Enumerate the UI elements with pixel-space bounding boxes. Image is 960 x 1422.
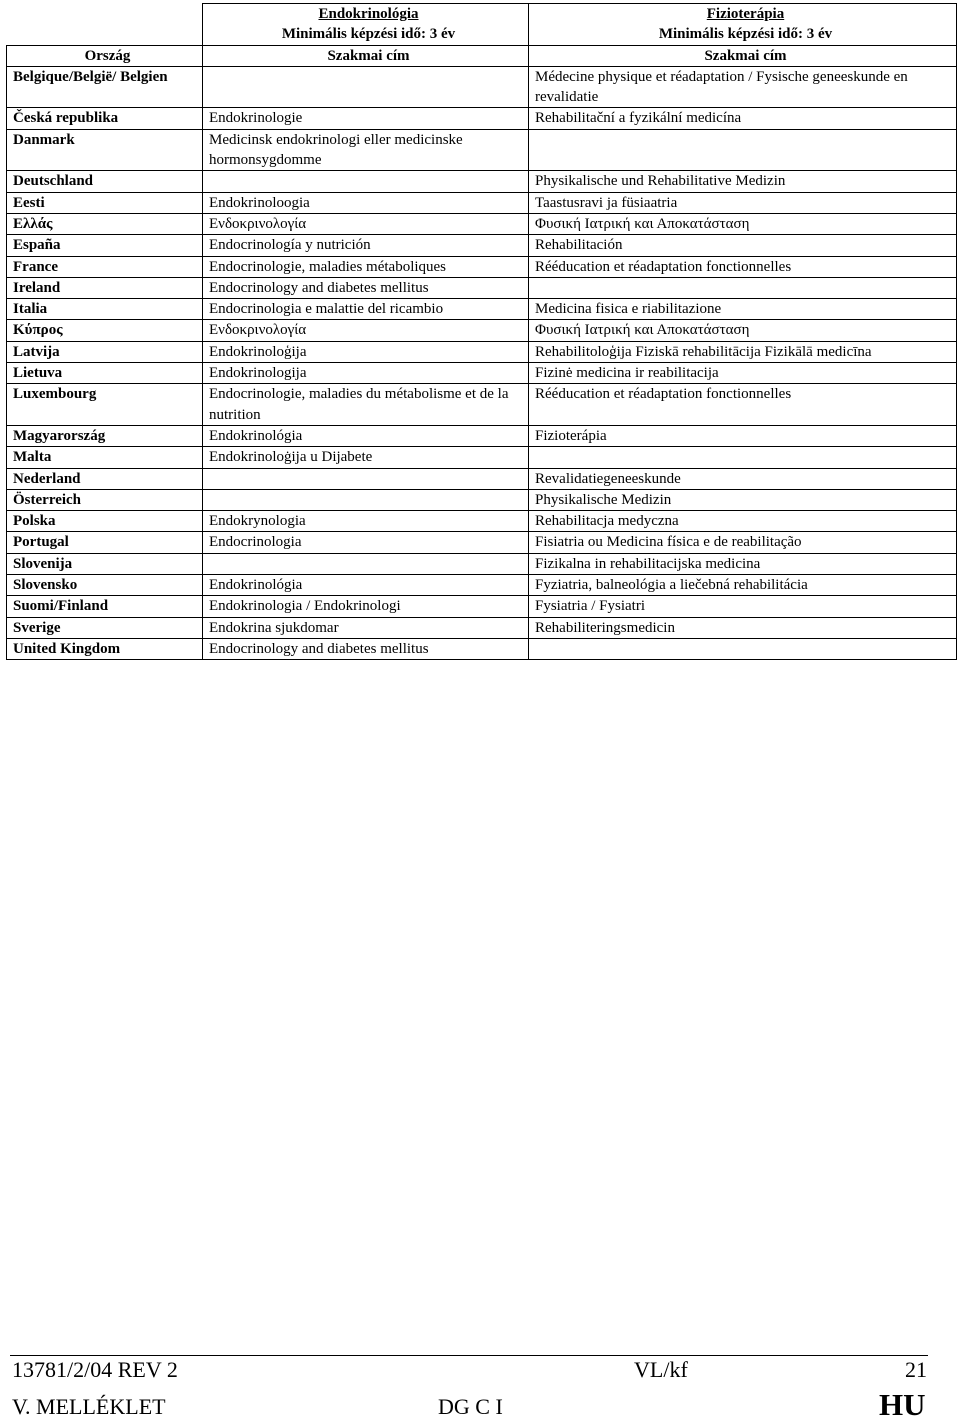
endocrinology-title-cell <box>203 468 529 489</box>
header-endocrinology-duration: Minimális képzési idő: 3 év <box>281 26 456 43</box>
table-row <box>7 277 957 298</box>
header-title-endocrinology: Szakmai cím <box>203 45 529 66</box>
header-empty-cell <box>7 4 203 46</box>
endocrinology-title-cell <box>203 171 529 192</box>
country-cell: Polska <box>7 511 203 532</box>
physiotherapy-title-cell: Rééducation et réadaptation fonctionnelles <box>529 384 957 426</box>
table-row <box>7 341 957 362</box>
physiotherapy-title-cell: Rehabiliteringsmedicin <box>529 617 957 638</box>
table-row <box>7 213 957 234</box>
table-row <box>7 575 957 596</box>
country-cell: Slovensko <box>7 575 203 596</box>
table-body <box>7 4 957 660</box>
physiotherapy-title-cell: Rehabilitační a fyzikální medicína <box>529 108 957 129</box>
endocrinology-title-cell: Endocrinology and diabetes mellitus <box>203 277 529 298</box>
endocrinology-title-cell: Endocrinologia e malattie del ricambio <box>203 299 529 320</box>
country-cell: United Kingdom <box>7 638 203 659</box>
table-row <box>7 468 957 489</box>
endocrinology-title-cell: Ενδοκρινολογία <box>203 213 529 234</box>
table-row <box>7 511 957 532</box>
table-row <box>7 256 957 277</box>
footer-page-number: 21 <box>905 1357 927 1382</box>
header-title-physiotherapy: Szakmai cím <box>529 45 957 66</box>
table-row <box>7 384 957 426</box>
country-cell: Eesti <box>7 192 203 213</box>
table-row <box>7 363 957 384</box>
country-cell: Latvija <box>7 341 203 362</box>
footer-language-code: HU <box>879 1387 926 1422</box>
table-row <box>7 425 957 446</box>
endocrinology-title-cell: Endocrinologie, maladies métaboliques <box>203 256 529 277</box>
table-row <box>7 638 957 659</box>
endocrinology-title-cell: Ενδοκρινολογία <box>203 320 529 341</box>
physiotherapy-title-cell: Rééducation et réadaptation fonctionnelles <box>529 256 957 277</box>
header-country: Ország <box>7 45 203 66</box>
country-cell: Luxembourg <box>7 384 203 426</box>
table-row <box>7 532 957 553</box>
endocrinology-title-cell <box>203 489 529 510</box>
physiotherapy-title-cell: Medicina fisica e riabilitazione <box>529 299 957 320</box>
country-cell: Ελλάς <box>7 213 203 234</box>
country-cell: Deutschland <box>7 171 203 192</box>
country-cell: Sverige <box>7 617 203 638</box>
header-physiotherapy-duration: Minimális képzési idő: 3 év <box>658 26 833 43</box>
endocrinology-title-cell: Endokrynologia <box>203 511 529 532</box>
endocrinology-title-cell: Endocrinologia <box>203 532 529 553</box>
physiotherapy-title-cell <box>529 129 957 171</box>
country-cell: Magyarország <box>7 425 203 446</box>
footer-directorate: DG C I <box>438 1394 503 1419</box>
endocrinology-title-cell: Endocrinología y nutrición <box>203 235 529 256</box>
country-cell: Slovenija <box>7 553 203 574</box>
table-row <box>7 192 957 213</box>
table-row <box>7 596 957 617</box>
table-row <box>7 489 957 510</box>
physiotherapy-title-cell: Fizinė medicina ir reabilitacija <box>529 363 957 384</box>
physiotherapy-title-cell: Φυσική Ιατρική και Αποκατάσταση <box>529 320 957 341</box>
table-row <box>7 66 957 108</box>
footer-initials: VL/kf <box>634 1357 688 1382</box>
endocrinology-title-cell <box>203 66 529 108</box>
country-cell: Ireland <box>7 277 203 298</box>
endocrinology-title-cell: Endokrina sjukdomar <box>203 617 529 638</box>
table-row <box>7 320 957 341</box>
country-cell: Danmark <box>7 129 203 171</box>
table-row <box>7 108 957 129</box>
country-cell: Κύπρος <box>7 320 203 341</box>
endocrinology-title-cell: Endokrinoloġija u Dijabete <box>203 447 529 468</box>
physiotherapy-title-cell: Fizikalna in rehabilitacijska medicina <box>529 553 957 574</box>
country-cell: Nederland <box>7 468 203 489</box>
table-header-row-2 <box>7 45 957 66</box>
country-cell: Österreich <box>7 489 203 510</box>
endocrinology-title-cell: Endokrinológia <box>203 575 529 596</box>
endocrinology-title-cell <box>203 553 529 574</box>
physiotherapy-title-cell: Rehabilitación <box>529 235 957 256</box>
table-row <box>7 129 957 171</box>
country-cell: Italia <box>7 299 203 320</box>
physiotherapy-title-cell <box>529 447 957 468</box>
table-row <box>7 235 957 256</box>
country-cell: Portugal <box>7 532 203 553</box>
qualifications-table <box>6 3 957 660</box>
endocrinology-title-cell: Endokrinologia / Endokrinologi <box>203 596 529 617</box>
country-cell: Suomi/Finland <box>7 596 203 617</box>
country-cell: Malta <box>7 447 203 468</box>
table-row <box>7 553 957 574</box>
endocrinology-title-cell: Endokrinologija <box>203 363 529 384</box>
header-endocrinology-title: Endokrinológia <box>318 6 419 22</box>
country-cell: España <box>7 235 203 256</box>
header-endocrinology <box>203 4 529 46</box>
physiotherapy-title-cell <box>529 638 957 659</box>
endocrinology-title-cell: Endokrinológia <box>203 425 529 446</box>
table-row <box>7 299 957 320</box>
header-physiotherapy <box>529 4 957 46</box>
endocrinology-title-cell: Endokrinologie <box>203 108 529 129</box>
endocrinology-title-cell: Medicinsk endokrinologi eller medicinske hormonsygdomme <box>203 129 529 171</box>
table-row <box>7 447 957 468</box>
physiotherapy-title-cell: Fysiatria / Fysiatri <box>529 596 957 617</box>
physiotherapy-title-cell: Revalidatiegeneeskunde <box>529 468 957 489</box>
endocrinology-title-cell: Endokrinoloogia <box>203 192 529 213</box>
footer-document-reference: 13781/2/04 REV 2 <box>12 1357 178 1382</box>
physiotherapy-title-cell <box>529 277 957 298</box>
header-physiotherapy-title: Fizioterápia <box>706 6 785 22</box>
physiotherapy-title-cell: Fizioterápia <box>529 425 957 446</box>
physiotherapy-title-cell: Médecine physique et réadaptation / Fysische geneeskunde en revalidatie <box>529 66 957 108</box>
endocrinology-title-cell: Endocrinology and diabetes mellitus <box>203 638 529 659</box>
physiotherapy-title-cell: Fisiatria ou Medicina física e de reabilitação <box>529 532 957 553</box>
footer-annex: V. MELLÉKLET <box>12 1394 166 1419</box>
physiotherapy-title-cell: Physikalische und Rehabilitative Medizin <box>529 171 957 192</box>
footer-divider <box>10 1355 928 1356</box>
country-cell: France <box>7 256 203 277</box>
table-row <box>7 171 957 192</box>
physiotherapy-title-cell: Physikalische Medizin <box>529 489 957 510</box>
physiotherapy-title-cell: Taastusravi ja füsiaatria <box>529 192 957 213</box>
table-header-row-1 <box>7 4 957 46</box>
country-cell: Belgique/België/ Belgien <box>7 66 203 108</box>
physiotherapy-title-cell: Fyziatria, balneológia a liečebná rehabilitácia <box>529 575 957 596</box>
country-cell: Lietuva <box>7 363 203 384</box>
physiotherapy-title-cell: Rehabilitoloģija Fiziskā rehabilitācija Fizikālā medicīna <box>529 341 957 362</box>
endocrinology-title-cell: Endocrinologie, maladies du métabolisme et de la nutrition <box>203 384 529 426</box>
country-cell: Česká republika <box>7 108 203 129</box>
physiotherapy-title-cell: Φυσική Ιατρική και Αποκατάσταση <box>529 213 957 234</box>
endocrinology-title-cell: Endokrinoloģija <box>203 341 529 362</box>
table-row <box>7 617 957 638</box>
physiotherapy-title-cell: Rehabilitacja medyczna <box>529 511 957 532</box>
